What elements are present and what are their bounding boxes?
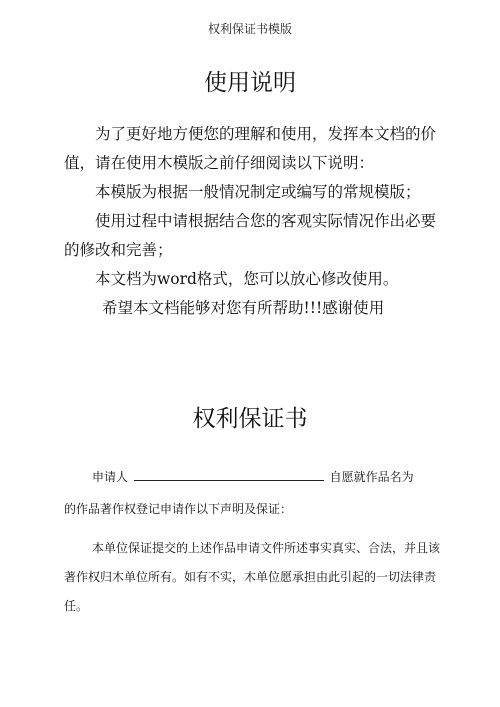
applicant-suffix: 自愿就作品名为 (329, 470, 414, 484)
guarantee-paragraph (64, 534, 444, 621)
applicant-line (92, 468, 462, 485)
page-header: 权利保证书模版 (207, 22, 292, 36)
guide-paragraph: 本文档为word格式，您可以放心修改使用。 (95, 270, 399, 288)
guide-paragraph: 使用过程中请根据结合您的客观实际情况作出必要的修改和完善； (64, 212, 437, 259)
certificate-title: 权利保证书 (192, 406, 308, 432)
applicant-blank (134, 468, 324, 481)
declaration-line: 的作品著作权登记申请作以下声明及保证： (64, 502, 293, 516)
guide-paragraph: 本模版为根据一般情况制定或编写的常规模版； (95, 183, 421, 201)
guide-body (64, 120, 444, 323)
applicant-label: 申请人 (92, 470, 129, 484)
guide-paragraph: 希望本文档能够对您有所帮助!!!感谢使用 (102, 299, 385, 317)
guide-title: 使用说明 (204, 70, 296, 96)
guide-paragraph: 为了更好地方便您的理解和使用，发挥本文档的价值，请在使用木模版之前仔细阅读以下说明： (64, 125, 437, 172)
guarantee-text: 本单位保证提交的上述作品申请文件所述事实真实、合法，并且该著作权归木单位所有。如有不实，木单位愿承担由此引起的一切法律责任。 (64, 541, 441, 613)
